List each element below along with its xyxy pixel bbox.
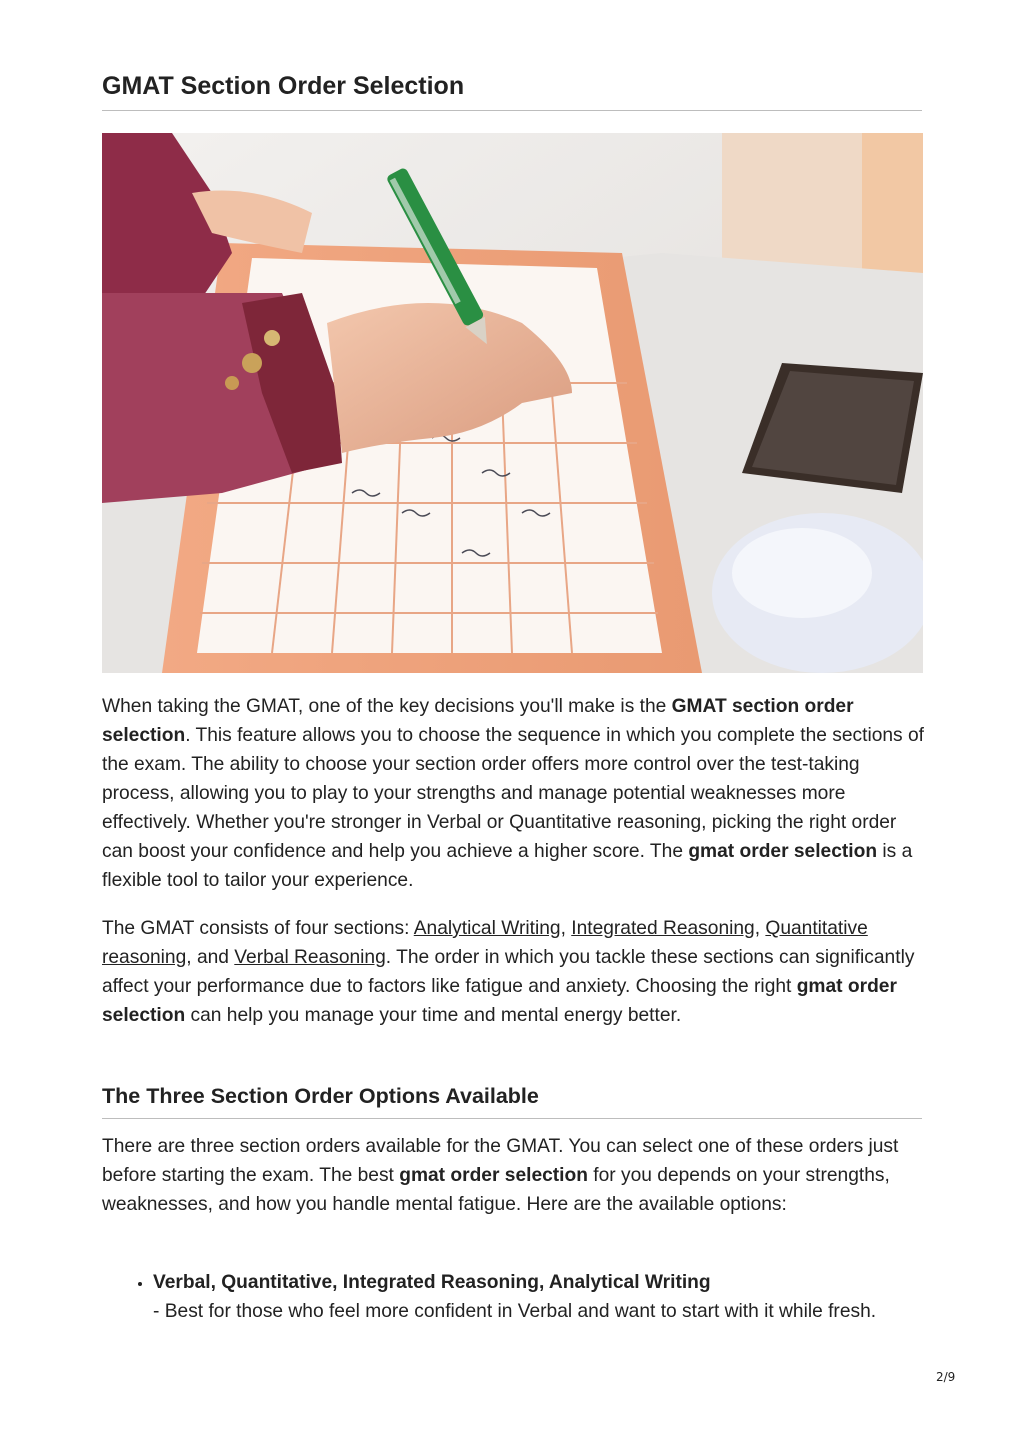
- text: . This feature allows you to choose the sequence in which you complete the sections of the exam. The ability to choose your section order offers more control over the test-taking process, allowing you to play to your strengths and manage potential weaknesses more effectively. Whether you're stronger in Verbal or Quantitative reasoning, picking the right order can boost your confidence and help you achieve a higher score. The: [102, 725, 924, 862]
- options-list: [102, 1268, 927, 1326]
- text: is a flexible tool to tailor your experience.: [102, 841, 913, 891]
- bold-text: GMAT section order selection: [102, 696, 854, 746]
- text: , and: [186, 947, 235, 968]
- hand-writing-on-form-photo: [102, 133, 923, 673]
- link-quantitative-reasoning[interactable]: Quantitative reasoning: [102, 918, 868, 968]
- text: for you depends on your strengths, weaknesses, and how you handle mental fatigue. Here are the available options:: [102, 1165, 890, 1215]
- link-verbal-reasoning[interactable]: Verbal Reasoning: [234, 947, 386, 968]
- text: When taking the GMAT, one of the key decisions you'll make is the: [102, 696, 672, 717]
- text: The GMAT consists of four sections:: [102, 918, 414, 939]
- bold-text: gmat order selection: [102, 976, 897, 1026]
- text: can help you manage your time and mental energy better.: [185, 1005, 682, 1026]
- hero-image: [102, 133, 923, 673]
- sections-paragraph: [102, 914, 927, 1030]
- bold-text: gmat order selection: [399, 1165, 588, 1186]
- text: ,: [560, 918, 572, 939]
- page-title: GMAT Section Order Selection: [102, 72, 922, 111]
- text: . The order in which you tackle these sections can significantly affect your performance due to factors like fatigue and anxiety. Choosing the right: [102, 947, 915, 997]
- text: ,: [754, 918, 766, 939]
- option-description: - Best for those who feel more confident in Verbal and want to start with it while fresh.: [153, 1301, 877, 1322]
- section-heading: The Three Section Order Options Available: [102, 1084, 922, 1119]
- list-item: [153, 1268, 927, 1326]
- option-title: Verbal, Quantitative, Integrated Reasoning, Analytical Writing: [153, 1272, 711, 1293]
- bold-text: gmat order selection: [688, 841, 878, 862]
- page-number: 2/9: [936, 1370, 956, 1384]
- link-analytical-writing[interactable]: Analytical Writing: [413, 918, 561, 939]
- options-paragraph: [102, 1132, 927, 1219]
- intro-paragraph: [102, 692, 927, 895]
- text: There are three section orders available for the GMAT. You can select one of these orders just before starting the exam. The best: [102, 1136, 899, 1186]
- link-integrated-reasoning[interactable]: Integrated Reasoning: [571, 918, 755, 939]
